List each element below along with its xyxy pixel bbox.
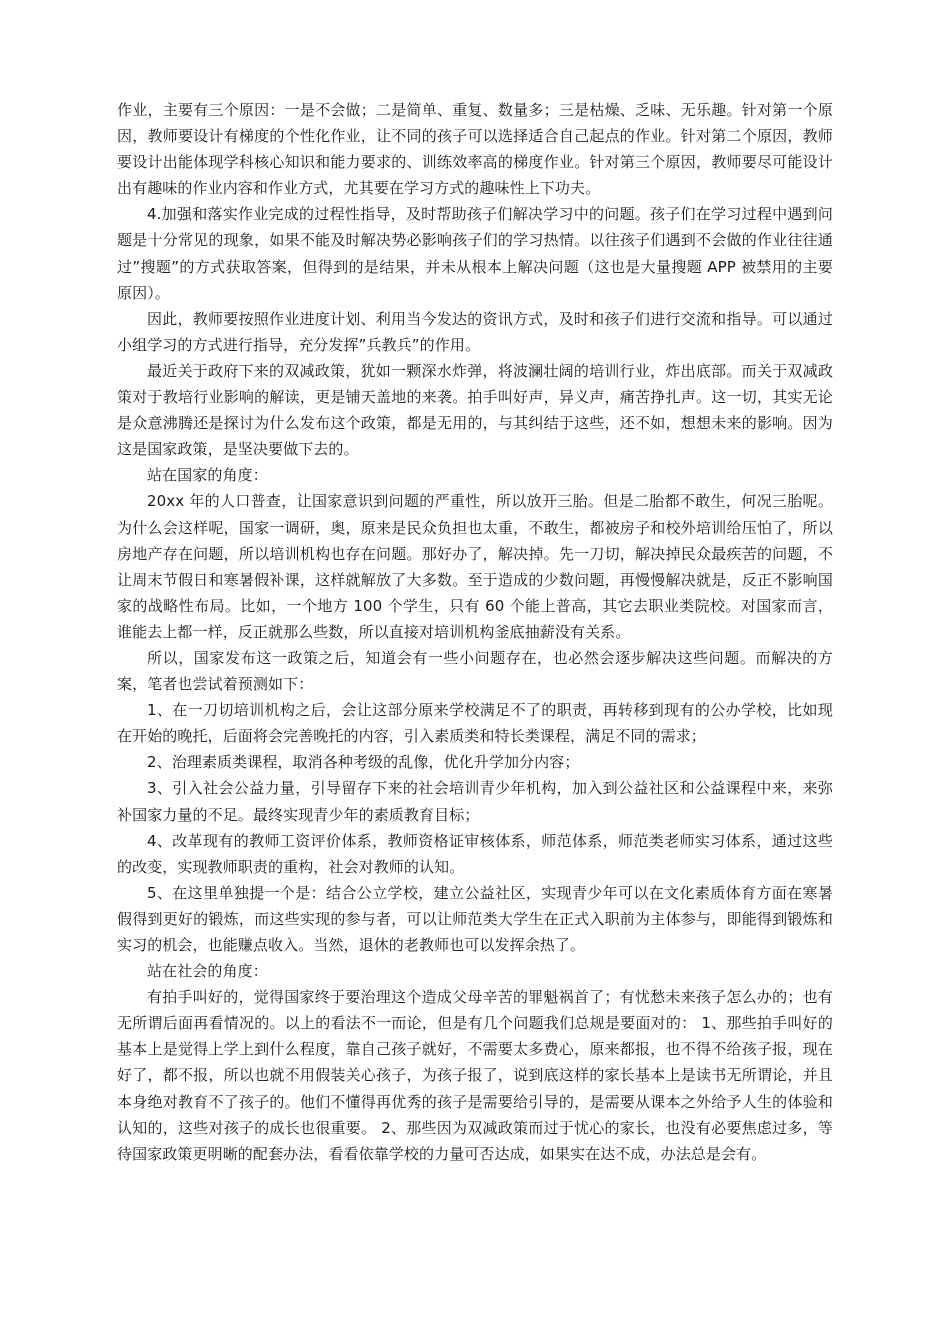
- list-item: 3、引入社会公益力量，引导留存下来的社会培训青少年机构，加入到公益社区和公益课程中来，来弥补国家力量的不足。最终实现青少年的素质教育目标；: [117, 779, 833, 824]
- paragraph: 因此，教师要按照作业进度计划、利用当今发达的资讯方式，及时和孩子们进行交流和指导。可以通过小组学习的方式进行指导，充分发挥”兵教兵”的作用。: [117, 309, 833, 354]
- paragraph: 最近关于政府下来的双减政策，犹如一颗深水炸弹，将波澜壮阔的培训行业，炸出底部。而关于双减政策对于教培行业影响的解读，更是铺天盖地的来袭。拍手叫好声，异义声，痛苦挣扎声。这一切，其实无论是众意沸腾还是探讨为什么发布这个政策，都是无用的，与其纠结于这些，还不如，想想未来的影响。因为这是国家政策，是坚决要做下去的。: [117, 361, 833, 459]
- document-body: [117, 97, 833, 1167]
- list-item: 4、改革现有的教师工资评价体系，教师资格证审核体系，师范体系，师范类老师实习体系，通过这些的改变，实现教师职责的重构，社会对教师的认知。: [117, 831, 833, 876]
- paragraph: 20xx 年的人口普查，让国家意识到问题的严重性，所以放开三胎。但是二胎都不敢生，何况三胎呢。为什么会这样呢，国家一调研，奥，原来是民众负担也太重，不敢生，都被房子和校外培训给压怕了，所以房地产存在问题，所以培训机构也存在问题。那好办了，解决掉。先一刀切，解决掉民众最疾苦的问题，不让周末节假日和寒暑假补课，这样就解放了大多数。至于造成的少数问题，再慢慢解决就是，反正不影响国家的战略性布局。比如，一个地方 100 个学生，只有 60 个能上普高，其它去职业类院校。对国家而言，谁能去上都一样，反正就那么些数，所以直接对培训机构釜底抽薪没有关系。: [117, 492, 833, 641]
- section-heading: 站在社会的角度：: [147, 962, 268, 981]
- paragraph: 有拍手叫好的，觉得国家终于要治理这个造成父母辛苦的罪魁祸首了；有忧愁未来孩子怎么办的；也有无所谓后面再看情况的。以上的看法不一而论，但是有几个问题我们总规是要面对的： 1、那些拍手叫好的基本上是觉得上学上到什么程度，靠自己孩子就好，不需要太多费心，原来都报，也不得不给孩子报，现在好了，都不报，所以也就不用假装关心孩子，为孩子报了，说到底这样的家长基本上是读书无所谓论，并且本身绝对教育不了孩子的。他们不懂得再优秀的孩子是需要给引导的，是需要从课本之外给予人生的体验和认知的，这些对孩子的成长也很重要。 2、那些因为双减政策而过于忧心的家长，也没有必要焦虑过多，等待国家政策更明晰的配套办法，看看依靠学校的力量可否达成，如果实在达不成，办法总是会有。: [117, 988, 833, 1163]
- paragraph: 4.加强和落实作业完成的过程性指导，及时帮助孩子们解决学习中的问题。孩子们在学习过程中遇到问题是十分常见的现象，如果不能及时解决势必影响孩子们的学习热情。以往孩子们遇到不会做的作业往往通过”搜题”的方式获取答案，但得到的是结果，并未从根本上解决问题（这也是大量搜题 APP 被禁用的主要原因）。: [117, 205, 833, 302]
- list-item: 5、在这里单独提一个是：结合公立学校，建立公益社区，实现青少年可以在文化素质体育方面在寒暑假得到更好的锻炼，而这些实现的参与者，可以让师范类大学生在正式入职前为主体参与，即能得到锻炼和实习的机会，也能赚点收入。当然，退休的老教师也可以发挥余热了。: [117, 883, 833, 954]
- list-item: 2、治理素质类课程，取消各种考级的乱像，优化升学加分内容；: [147, 753, 580, 772]
- paragraph: 作业，主要有三个原因：一是不会做；二是简单、重复、数量多；三是枯燥、乏味、无乐趣。针对第一个原因，教师要设计有梯度的个性化作业，让不同的孩子可以选择适合自己起点的作业。针对第二个原因，教师要设计出能体现学科核心知识和能力要求的、训练效率高的梯度作业。针对第三个原因，教师要尽可能设计出有趣味的作业内容和作业方式，尤其要在学习方式的趣味性上下功夫。: [117, 101, 833, 198]
- paragraph: 所以，国家发布这一政策之后，知道会有一些小问题存在，也必然会逐步解决这些问题。而解决的方案，笔者也尝试着预测如下：: [117, 648, 833, 694]
- list-item: 1、在一刀切培训机构之后，会让这部分原来学校满足不了的职责，再转移到现有的公办学校，比如现在开始的晚托，后面将会完善晚托的内容，引入素质类和特长类课程，满足不同的需求；: [117, 701, 833, 746]
- section-heading: 站在国家的角度：: [147, 466, 268, 485]
